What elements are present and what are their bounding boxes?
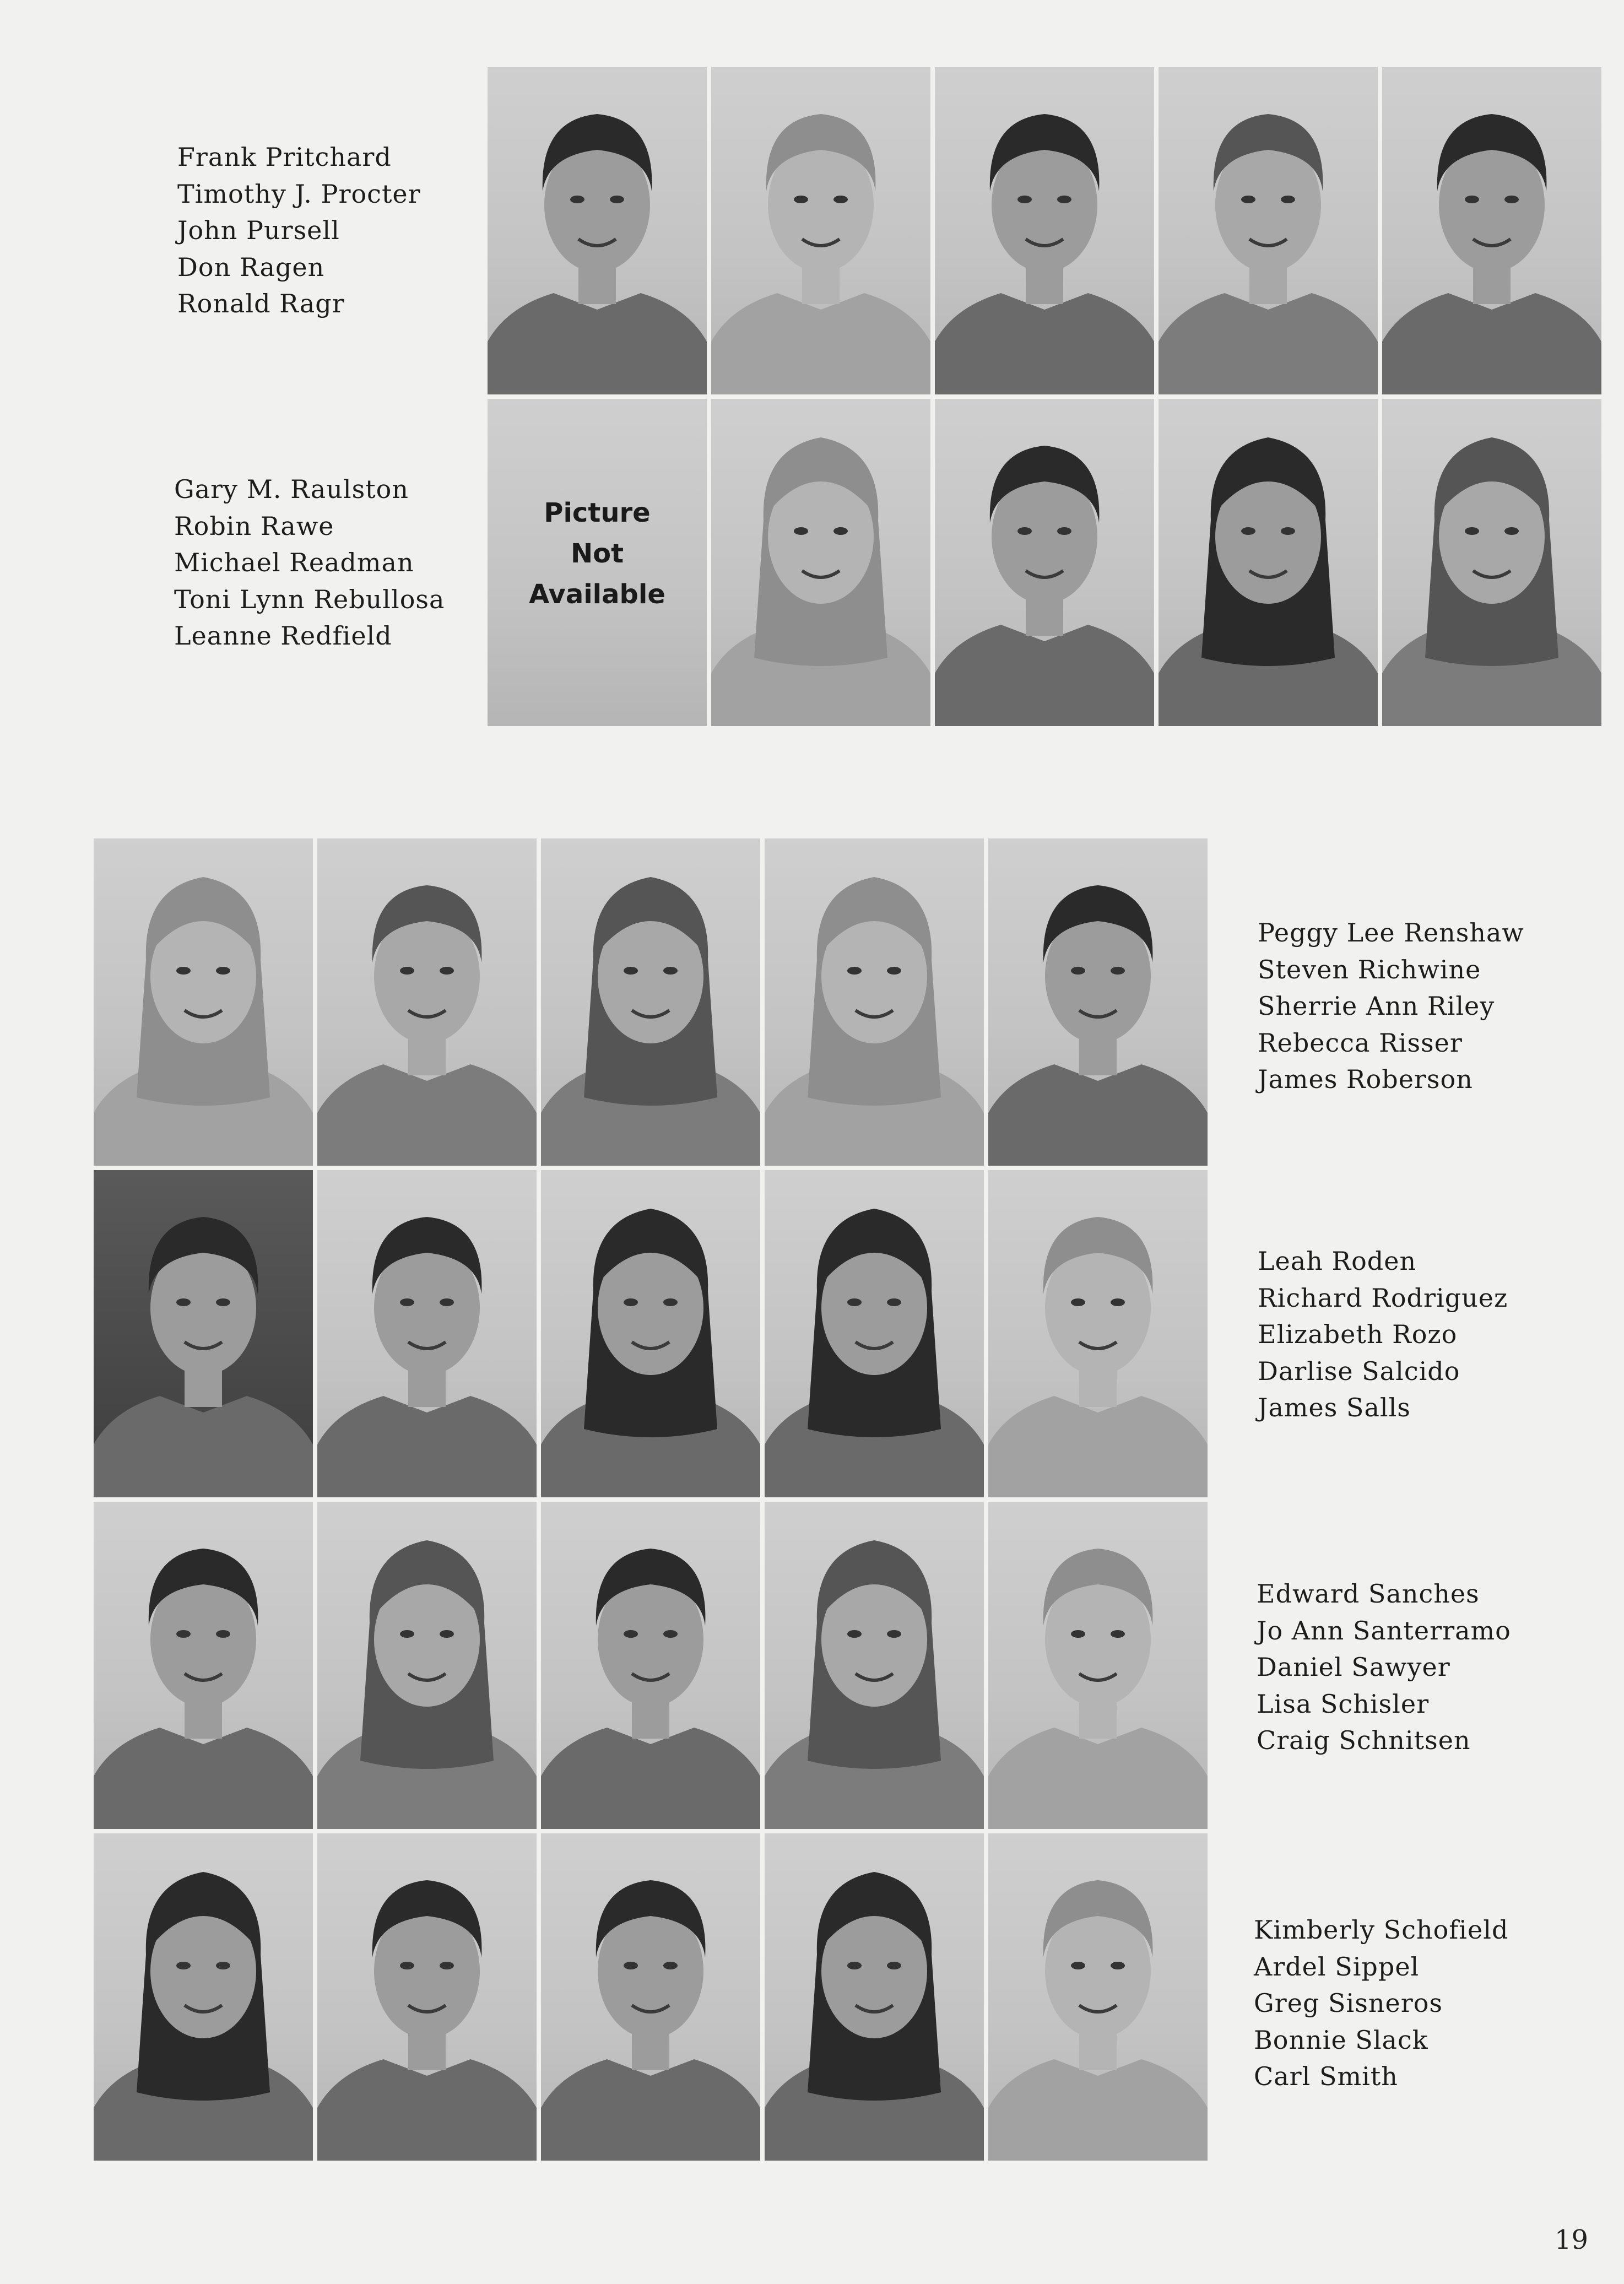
student-name: James Salls (1258, 1393, 1411, 1422)
student-portrait (317, 1833, 537, 2161)
student-name: Elizabeth Rozo (1258, 1319, 1458, 1349)
student-portrait (488, 67, 707, 394)
student-name: James Roberson (1258, 1064, 1473, 1094)
student-portrait (1159, 399, 1378, 726)
student-portrait-icon (541, 1170, 760, 1497)
student-portrait-icon (94, 1502, 313, 1829)
student-portrait-icon (935, 399, 1154, 726)
student-portrait (541, 838, 760, 1166)
bottom-row4-name-list (1254, 1912, 1508, 2095)
student-name: Toni Lynn Rebullosa (174, 584, 445, 614)
student-portrait (94, 1502, 313, 1829)
student-name: Leah Roden (1258, 1246, 1417, 1276)
top-row2-name-list (174, 471, 445, 654)
student-portrait (1159, 67, 1378, 394)
student-portrait (935, 67, 1154, 394)
student-portrait (94, 1170, 313, 1497)
picture-not-available-placeholder (488, 399, 707, 726)
student-name: Don Ragen (177, 252, 325, 282)
student-name: Rebecca Risser (1258, 1027, 1463, 1058)
student-name: Greg Sisneros (1254, 1988, 1443, 2018)
student-name: Michael Readman (174, 548, 414, 577)
student-portrait-icon (94, 1833, 313, 2161)
student-name: John Pursell (177, 215, 340, 245)
bottom-photo-grid (94, 838, 1208, 2161)
student-name: Peggy Lee Renshaw (1258, 918, 1524, 948)
student-portrait-icon (317, 1833, 537, 2161)
student-portrait (711, 67, 930, 394)
student-portrait-icon (711, 67, 930, 394)
student-portrait-icon (317, 1502, 537, 1829)
student-portrait (1382, 399, 1601, 726)
student-name: Kimberly Schofield (1254, 1915, 1509, 1945)
student-portrait-icon (1159, 399, 1378, 726)
student-portrait (317, 838, 537, 1166)
student-portrait-icon (317, 1170, 537, 1497)
student-portrait (317, 1170, 537, 1497)
student-name: Daniel Sawyer (1257, 1652, 1450, 1682)
student-portrait-icon (488, 67, 707, 394)
student-portrait-icon (711, 399, 930, 726)
student-name: Richard Rodriguez (1258, 1282, 1508, 1313)
student-name: Jo Ann Santerramo (1257, 1615, 1511, 1646)
student-portrait-icon (935, 67, 1154, 394)
student-portrait-icon (1159, 67, 1378, 394)
student-name: Frank Pritchard (177, 142, 392, 172)
not-available-text: Picture Not Available (529, 497, 665, 610)
student-name: Gary M. Raulston (174, 474, 409, 504)
student-portrait-icon (94, 838, 313, 1166)
student-portrait (765, 1833, 984, 2161)
student-portrait (94, 838, 313, 1166)
student-portrait (711, 399, 930, 726)
student-name: Ardel Sippel (1254, 1951, 1420, 1982)
student-portrait-icon (1382, 399, 1601, 726)
student-portrait-icon (988, 1170, 1208, 1497)
student-portrait (541, 1833, 760, 2161)
student-portrait (765, 1502, 984, 1829)
student-portrait-icon (988, 1502, 1208, 1829)
student-portrait (765, 838, 984, 1166)
student-name: Edward Sanches (1257, 1579, 1480, 1609)
student-portrait-icon (94, 1170, 313, 1497)
student-portrait-icon (765, 1502, 984, 1829)
bottom-row1-name-list (1258, 914, 1524, 1098)
student-portrait (935, 399, 1154, 726)
student-name: Robin Rawe (174, 511, 334, 541)
student-portrait-icon (317, 838, 537, 1166)
student-name: Ronald Ragr (177, 289, 345, 318)
student-name: Leanne Redfield (174, 621, 392, 651)
bottom-row3-name-list (1257, 1576, 1511, 1759)
student-portrait-icon (765, 1833, 984, 2161)
student-portrait (988, 838, 1208, 1166)
student-portrait-icon (988, 1833, 1208, 2161)
student-name: Sherrie Ann Riley (1258, 991, 1495, 1021)
student-portrait (541, 1170, 760, 1497)
student-portrait-icon (1382, 67, 1601, 394)
student-portrait-icon (541, 1833, 760, 2161)
student-portrait-icon (541, 838, 760, 1166)
student-name: Bonnie Slack (1254, 2025, 1428, 2055)
student-portrait-icon (765, 1170, 984, 1497)
student-portrait-icon (765, 838, 984, 1166)
student-portrait (1382, 67, 1601, 394)
student-portrait (94, 1833, 313, 2161)
student-name: Lisa Schisler (1257, 1688, 1430, 1719)
student-portrait (541, 1502, 760, 1829)
student-portrait (988, 1833, 1208, 2161)
student-portrait (765, 1170, 984, 1497)
student-name: Timothy J. Procter (177, 178, 421, 209)
bottom-row2-name-list (1258, 1243, 1508, 1426)
top-row1-name-list (177, 139, 421, 322)
student-portrait (988, 1502, 1208, 1829)
student-portrait-icon (541, 1502, 760, 1829)
student-portrait (317, 1502, 537, 1829)
student-name: Carl Smith (1254, 2061, 1398, 2091)
student-name: Steven Richwine (1258, 954, 1481, 984)
student-portrait (988, 1170, 1208, 1497)
top-photo-grid (488, 67, 1601, 726)
student-name: Craig Schnitsen (1257, 1725, 1471, 1755)
student-name: Darlise Salcido (1258, 1356, 1460, 1386)
page-number: 19 (1554, 2225, 1588, 2255)
student-portrait-icon (988, 838, 1208, 1166)
